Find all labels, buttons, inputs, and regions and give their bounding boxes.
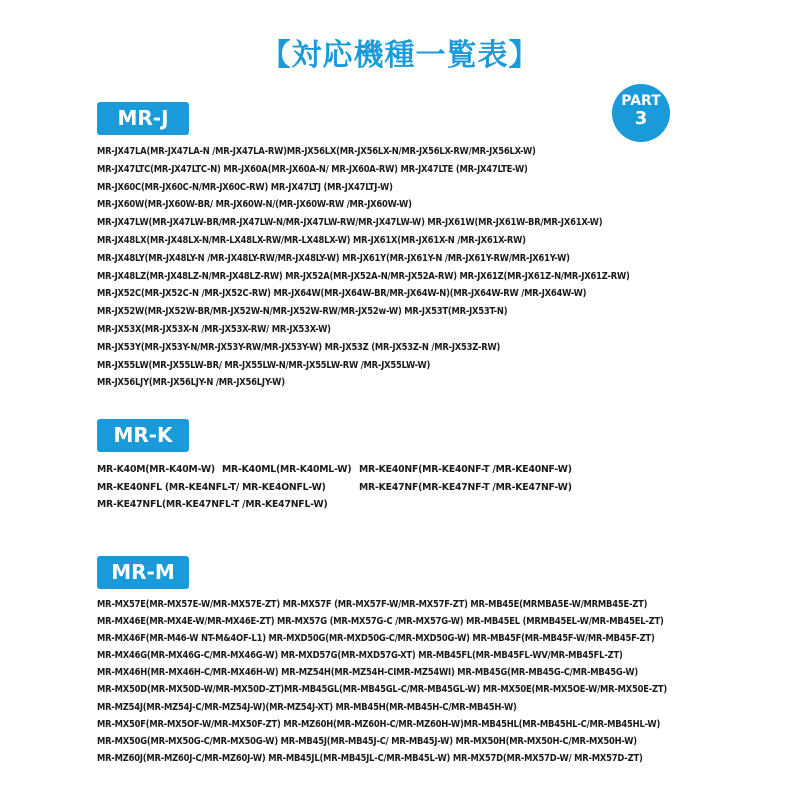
list-item: MR-MZ54J(MR-MZ54J-C/MR-MZ54J-W)(MR-MZ54J-XT) MR-MB45H(MR-MB45H-C/MR-MB45H-W): [97, 701, 517, 713]
grid-row: [97, 479, 657, 497]
grid-cell: MR-KE47NFL(MR-KE47NFL-T /MR-KE47NFL-W): [97, 499, 328, 510]
list-item: MR-JX55LW(MR-JX55LW-BR/ MR-JX55LW-N/MR-JX55LW-RW /MR-JX55LW-W): [97, 359, 431, 371]
list-item: MR-MX46E(MR-MX4E-W/MR-MX46E-ZT) MR-MX57G (MR-MX57G-C /MR-MX57G-W) MR-MB45EL (MRMB45EL-W/MR-MB45EL-ZT): [97, 616, 664, 628]
list-item: MR-MX46G(MR-MX46G-C/MR-MX46G-W) MR-MXD57G(MR-MXD57G-XT) MR-MB45FL(MR-MB45FL-WV/MR-MB45FL-ZT): [97, 650, 623, 662]
grid-row: [97, 461, 657, 479]
list-item: MR-JX52W(MR-JX52W-BR/MR-JX52W-N/MR-JX52W-RW/MR-JX52w-W) MR-JX53T(MR-JX53T-N): [97, 306, 508, 318]
list-item: MR-JX47LTC(MR-JX47LTC-N) MR-JX60A(MR-JX60A-N/ MR-JX60A-RW) MR-JX47LTE (MR-JX47LTE-W): [97, 163, 528, 175]
list-item: MR-MX50F(MR-MX5OF-W/MR-MX50F-ZT) MR-MZ60H(MR-MZ60H-C/MR-MZ60H-W)MR-MB45HL(MR-MB45HL-C/MR-MB45HL-W): [97, 718, 661, 730]
part-badge-number: 3: [634, 108, 648, 129]
list-item: MR-MX50D(MR-MX50D-W/MR-MX50D-ZT)MR-MB45GL(MR-MB45GL-C/MR-MB45GL-W) MR-MX50E(MR-MX5OE-W/MR-MX50E-ZT): [97, 684, 668, 696]
list-item: MR-JX53X(MR-JX53X-N /MR-JX53X-RW/ MR-JX53X-W): [97, 323, 331, 335]
list-item: MR-MX46H(MR-MX46H-C/MR-MX46H-W) MR-MZ54H(MR-MZ54H-CIMR-MZ54WI) MR-MB45G(MR-MB45G-C/MR-MB45G-W): [97, 667, 639, 679]
part-badge-label: PART: [621, 93, 661, 109]
list-item: MR-MZ60J(MR-MZ60J-C/MR-MZ60J-W) MR-MB45JL(MR-MB45JL-C/MR-MB45L-W) MR-MX57D(MR-MX57D-W/ MR-MX57D-ZT): [97, 752, 643, 764]
grid-cell: MR-K40M(MR-K40M-W): [97, 464, 215, 475]
model-grid-mr-k: [97, 461, 657, 514]
section-tag-mr-j: MR-J: [97, 102, 189, 135]
section-tag-mr-m: MR-M: [97, 556, 189, 589]
list-item: MR-JX48LX(MR-JX48LX-N/MR-LX48LX-RW/MR-LX48LX-W) MR-JX61X(MR-JX61X-N /MR-JX61X-RW): [97, 234, 526, 246]
grid-cell: MR-K40ML(MR-K40ML-W): [222, 464, 352, 475]
list-item: MR-MX50G(MR-MX50G-C/MR-MX50G-W) MR-MB45J(MR-MB45J-C/ MR-MB45J-W) MR-MX50H(MR-MX50H-C/MR-MX50H-W): [97, 735, 637, 747]
section-tag-mr-k: MR-K: [97, 419, 189, 452]
list-item: MR-JX47LW(MR-JX47LW-BR/MR-JX47LW-N/MR-JX47LW-RW/MR-JX47LW-W) MR-JX61W(MR-JX61W-BR/MR-JX61X-W): [97, 217, 603, 229]
list-item: MR-JX48LY(MR-JX48LY-N /MR-JX48LY-RW/MR-JX48LY-W) MR-JX61Y(MR-JX61Y-N /MR-JX61Y-RW/MR-JX61Y-W): [97, 252, 570, 264]
list-item: MR-JX48LZ(MR-JX48LZ-N/MR-JX48LZ-RW) MR-JX52A(MR-JX52A-N/MR-JX52A-RW) MR-JX61Z(MR-JX61Z-N/MR-JX61Z-RW): [97, 270, 630, 282]
model-list-mr-j: [97, 143, 630, 392]
list-item: MR-JX52C(MR-JX52C-N /MR-JX52C-RW) MR-JX64W(MR-JX64W-BR/MR-JX64W-N)(MR-JX64W-RW /MR-JX64W-W): [97, 288, 587, 300]
model-list-mr-m: [97, 596, 667, 767]
list-item: MR-JX60C(MR-JX60C-N/MR-JX60C-RW) MR-JX47LTJ (MR-JX47LTJ-W): [97, 181, 393, 193]
list-item: MR-MX46F(MR-M46-W NT-M&4OF-L1) MR-MXD50G(MR-MXD50G-C/MR-MXD50G-W) MR-MB45F(MR-MB45F-W/MR-MB45F-ZT): [97, 633, 655, 645]
list-item: MR-JX47LA(MR-JX47LA-N /MR-JX47LA-RW)MR-JX56LX(MR-JX56LX-N/MR-JX56LX-RW/MR-JX56LX-W): [97, 146, 536, 157]
part-badge: [612, 84, 670, 142]
grid-cell: MR-KE47NF(MR-KE47NF-T /MR-KE47NF-W): [359, 481, 572, 493]
list-item: MR-MX57E(MR-MX57E-W/MR-MX57E-ZT) MR-MX57F (MR-MX57F-W/MR-MX57F-ZT) MR-MB45E(MRMBA5E-W/MRMB45E-ZT): [97, 599, 648, 610]
page-title: 【対応機種一覧表】: [260, 38, 540, 73]
list-item: MR-JX53Y(MR-JX53Y-N/MR-JX53Y-RW/MR-JX53Y-W) MR-JX53Z (MR-JX53Z-N /MR-JX53Z-RW): [97, 341, 501, 353]
list-item: MR-JX56LJY(MR-JX56LJY-N /MR-JX56LJY-W): [97, 377, 285, 389]
grid-cell: MR-KE40NFL (MR-KE4NFL-T/ MR-KE4ONFL-W): [97, 481, 326, 493]
grid-row: [97, 496, 657, 514]
grid-cell: MR-KE40NF(MR-KE40NF-T /MR-KE40NF-W): [359, 464, 572, 475]
list-item: MR-JX60W(MR-JX60W-BR/ MR-JX60W-N/(MR-JX60W-RW /MR-JX60W-W): [97, 199, 412, 211]
